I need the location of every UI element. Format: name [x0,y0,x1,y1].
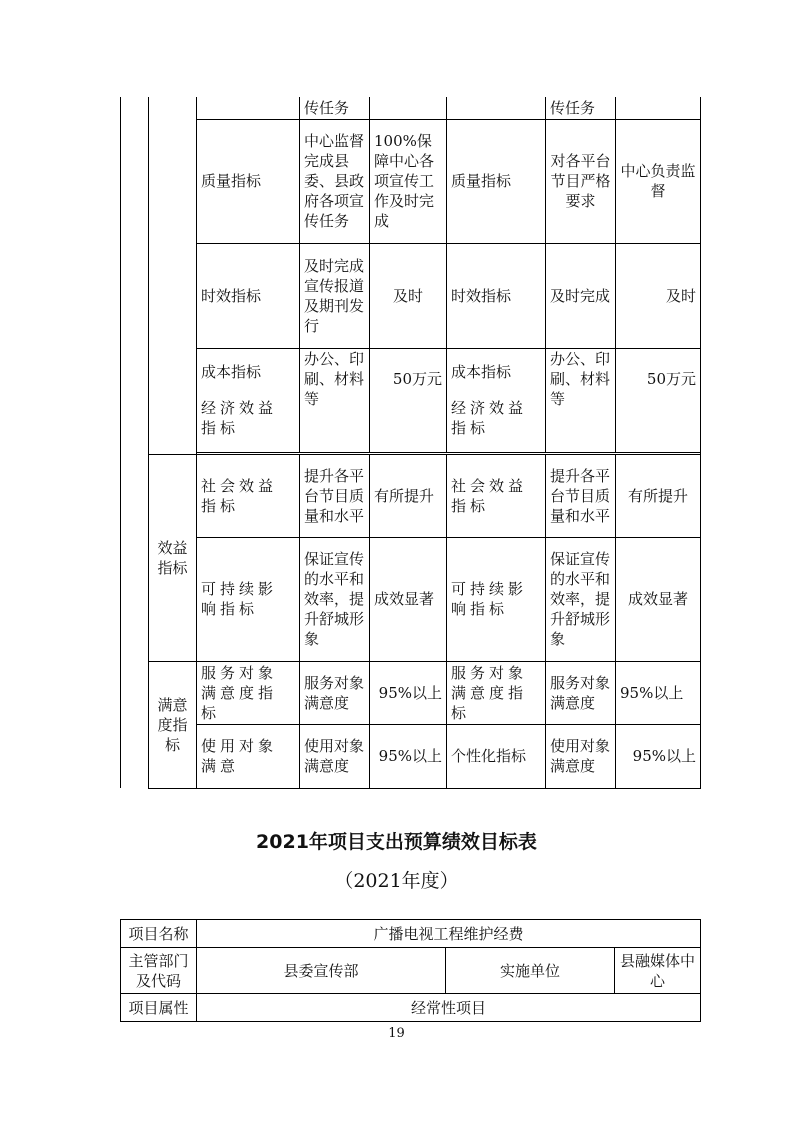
economic-indicator-label: 经济效益指标 [451,399,528,437]
page-number: 19 [388,1026,405,1041]
table-row [121,348,701,452]
content-cell: 对各平台节目严格要求 [546,119,616,243]
indicator-cell: 服务对象满意度指标 [447,661,546,724]
indicator-cell [447,348,546,452]
output-category-cell [149,97,197,454]
target-cell: 95%以上 [370,661,447,724]
content-cell: 保证宣传的水平和效率，提升舒城形象 [546,537,616,661]
project-info-table [120,919,701,1022]
implementing-unit-value: 县融媒体中心 [615,948,701,994]
target-cell: 95%以上 [370,724,447,788]
performance-indicator-table [120,97,701,789]
indicator-cell: 质量指标 [197,119,300,243]
table-row [121,948,701,994]
content-cell: 保证宣传的水平和效率，提升舒城形象 [300,537,370,661]
table-row [121,661,701,724]
table-row [121,994,701,1022]
target-cell: 95%以上 [616,724,701,788]
content-cell: 提升各平台节目质量和水平 [300,454,370,537]
indicator-cell: 社会效益指标 [447,454,546,537]
target-cell: 50万元 [616,348,701,452]
economic-indicator-label: 经济效益指标 [201,399,278,437]
indicator-cell: 服务对象满意度指标 [197,661,300,724]
content-cell: 及时完成宣传报道及期刊发行 [300,243,370,348]
target-cell: 50万元 [370,348,447,452]
indicator-cell: 社会效益指标 [197,454,300,537]
indicator-cell: 可持续影响指标 [197,537,300,661]
department-value: 县委宣传部 [197,948,446,994]
indicator-cell: 可持续影响指标 [447,537,546,661]
table-row [121,537,701,661]
target-cell: 及时 [616,243,701,348]
table-row [121,119,701,243]
content-cell: 服务对象满意度 [300,661,370,724]
content-cell: 使用对象满意度 [546,724,616,788]
content-cell: 服务对象满意度 [546,661,616,724]
section-subtitle: （2021年度） [334,870,459,892]
project-attribute-label: 项目属性 [121,994,197,1022]
target-cell: 有所提升 [616,454,701,537]
indicator-cell: 使用对象满意 [197,724,300,788]
table-row [121,724,701,788]
target-cell: 及时 [370,243,447,348]
department-label: 主管部门及代码 [121,948,197,994]
target-cell: 95%以上 [616,661,701,724]
table-row [121,97,701,119]
project-attribute-value: 经常性项目 [197,994,701,1022]
indicator-cell: 时效指标 [447,243,546,348]
table-cell: 传任务 [546,97,616,119]
target-cell: 中心负责监督 [616,119,701,243]
content-cell: 及时完成 [546,243,616,348]
indicator-cell: 时效指标 [197,243,300,348]
target-cell: 成效显著 [370,537,447,661]
table-row [121,243,701,348]
table-cell: 传任务 [300,97,370,119]
outer-category-cell [121,97,149,788]
target-cell: 成效显著 [616,537,701,661]
table-row [121,454,701,537]
benefit-category-cell: 效益指标 [149,454,197,661]
indicator-cell: 质量指标 [447,119,546,243]
cost-indicator-label: 成本指标 [201,363,262,381]
content-cell: 中心监督完成县委、县政府各项宣传任务 [300,119,370,243]
indicator-cell [197,348,300,452]
section-title: 2021年项目支出预算绩效目标表 [256,831,537,853]
satisfaction-category-cell: 满意度指标 [149,661,197,788]
content-cell: 办公、印刷、材料等 [300,348,370,452]
content-cell: 办公、印刷、材料等 [546,348,616,452]
implementing-unit-label: 实施单位 [446,948,615,994]
target-cell: 有所提升 [370,454,447,537]
content-cell: 提升各平台节目质量和水平 [546,454,616,537]
project-name-label: 项目名称 [121,920,197,948]
table-row [121,920,701,948]
target-cell: 100%保障中心各项宣传工作及时完成 [370,119,447,243]
content-cell: 使用对象满意度 [300,724,370,788]
cost-indicator-label: 成本指标 [451,363,512,381]
project-name-value: 广播电视工程维护经费 [197,920,701,948]
indicator-cell: 个性化指标 [447,724,546,788]
